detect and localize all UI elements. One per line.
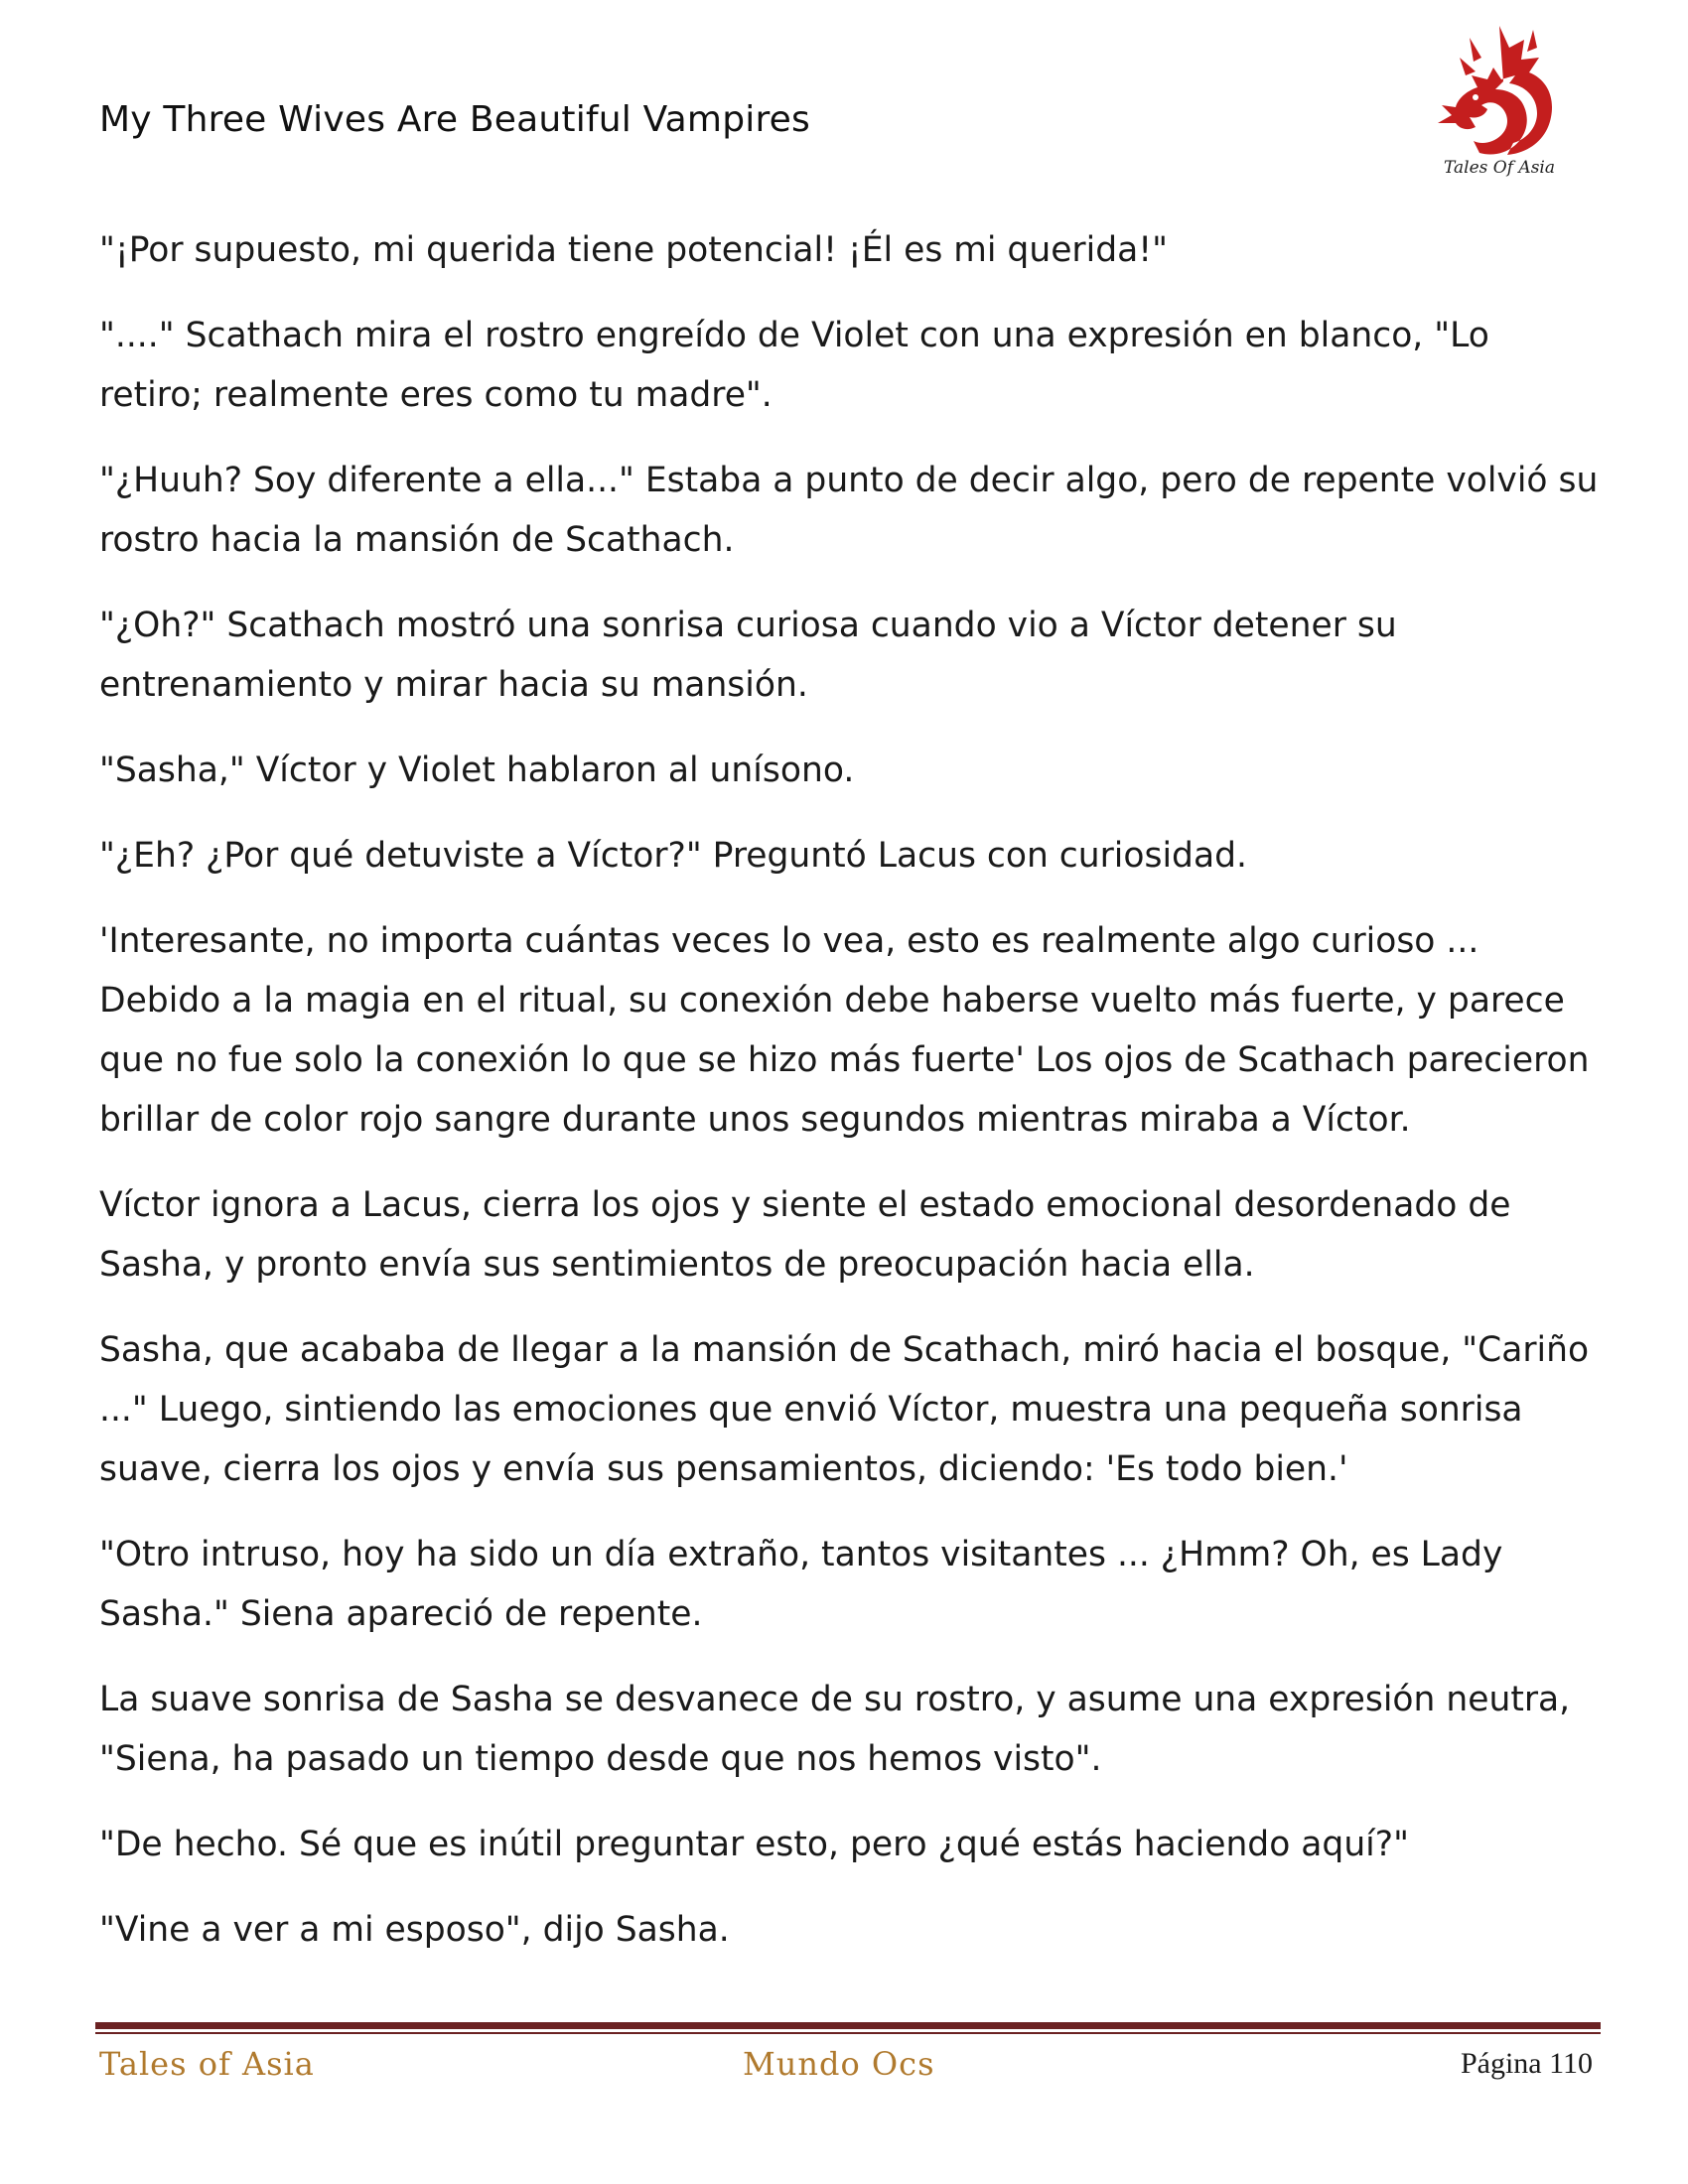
page-number: Página 110 [1460,2047,1593,2080]
footer-site-name: Tales of Asia [99,2045,315,2083]
paragraph: Sasha, que acababa de llegar a la mansión de Scathach, miró hacia el bosque, "Cariño ..." Luego, sintiendo las emociones que envió Víctor, muestra una pequeña sonrisa suave, cierra los ojos y envía sus pensamientos, diciendo: 'Es todo bien.' [99,1330,1590,1489]
chapter-body [99,220,1599,1985]
paragraph: "¿Huuh? Soy diferente a ella..." Estaba a punto de decir algo, pero de repente volvió su rostro hacia la mansión de Scathach. [99,461,1599,560]
paragraph: Víctor ignora a Lacus, cierra los ojos y siente el estado emocional desordenado de Sasha, y pronto envía sus sentimientos de preocupación hacia ella. [99,1185,1511,1285]
paragraph: "¿Eh? ¿Por qué detuviste a Víctor?" Preguntó Lacus con curiosidad. [99,836,1247,876]
footer-translator-name: Mundo Ocs [743,2045,935,2083]
paragraph: "Otro intruso, hoy ha sido un día extraño, tantos visitantes ... ¿Hmm? Oh, es Lady Sasha." Siena apareció de repente. [99,1535,1503,1634]
paragraph: "¡Por supuesto, mi querida tiene potencial! ¡Él es mi querida!" [99,230,1168,270]
dragon-logo-icon [1430,18,1569,182]
paragraph: "Vine a ver a mi esposo", dijo Sasha. [99,1910,730,1950]
paragraph: "...." Scathach mira el rostro engreído de Violet con una expresión en blanco, "Lo retiro; realmente eres como tu madre". [99,316,1489,415]
page-header-title: My Three Wives Are Beautiful Vampires [99,99,810,140]
paragraph: "Sasha," Víctor y Violet hablaron al unísono. [99,751,855,790]
paragraph: 'Interesante, no importa cuántas veces lo vea, esto es realmente algo curioso ... Debido a la magia en el ritual, su conexión debe haberse vuelto más fuerte, y parece que no fue solo la conexión lo que se hizo más fuerte' Los ojos de Scathach parecieron brillar de color rojo sangre durante unos segundos mientras miraba a Víctor. [99,921,1590,1140]
logo-text: Tales Of Asia [1444,158,1555,178]
paragraph: La suave sonrisa de Sasha se desvanece de su rostro, y asume una expresión neutra, "Siena, ha pasado un tiempo desde que nos hemos visto". [99,1680,1571,1779]
paragraph: "De hecho. Sé que es inútil preguntar esto, pero ¿qué estás haciendo aquí?" [99,1825,1409,1864]
tales-of-asia-logo [1430,18,1569,182]
paragraph: "¿Oh?" Scathach mostró una sonrisa curiosa cuando vio a Víctor detener su entrenamiento y mirar hacia su mansión. [99,606,1397,705]
footer-divider-thin [95,2032,1601,2034]
footer-divider-thick [95,2022,1601,2029]
